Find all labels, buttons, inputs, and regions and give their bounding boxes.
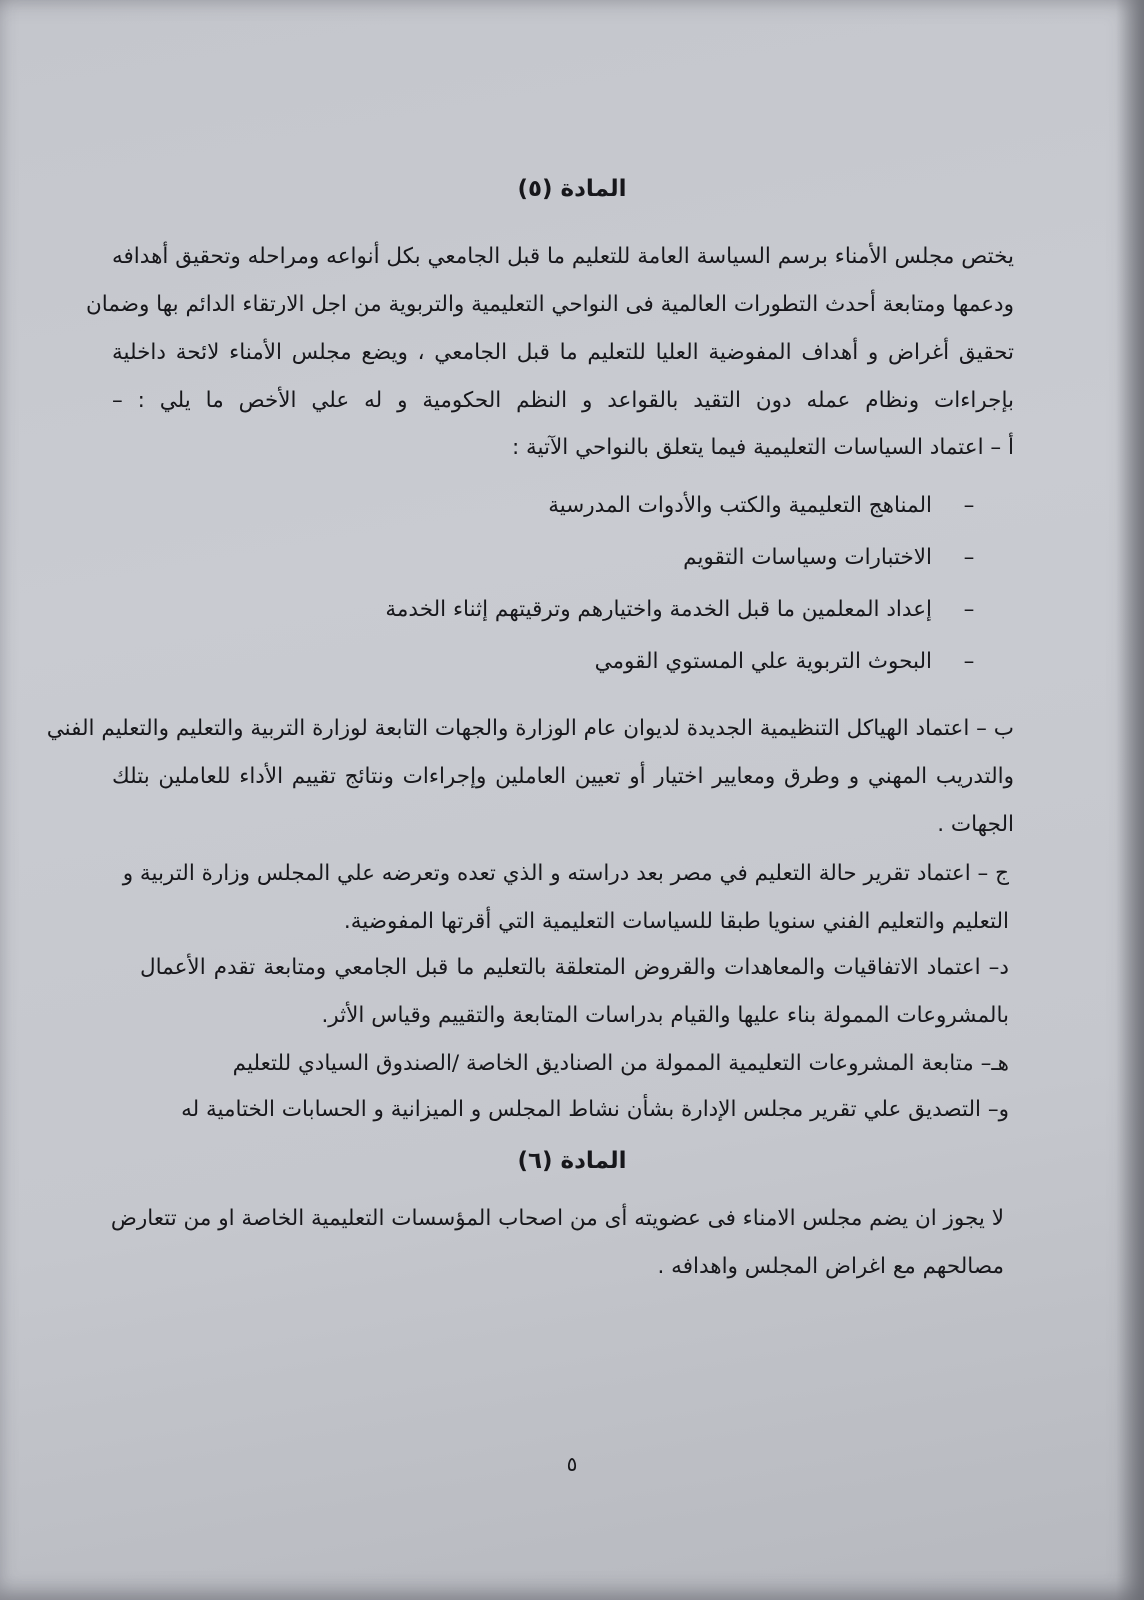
list-item: [385, 532, 984, 584]
item-j: [122, 850, 1009, 946]
item-a: أ – اعتماد السياسات التعليمية فيما يتعلق بالنواحي الآتية :: [511, 435, 1014, 460]
text-line: لا يجوز ان يضم مجلس الامناء فى عضويته أى من اصحاب المؤسسات التعليمية الخاصة او من تتعارض: [110, 1206, 1004, 1231]
page-number: ٥: [566, 1452, 578, 1476]
dash-bullet: –: [963, 545, 975, 570]
text-line: ودعمها ومتابعة أحدث التطورات العالمية فى النواحي التعليمية والتربوية من اجل الارتقاء الدائم بها وضمان: [85, 292, 1014, 317]
list-item-text: المناهج التعليمية والكتب والأدوات المدرسية: [548, 493, 932, 518]
text-line: والتدريب المهني و وطرق ومعايير اختيار أو تعيين العاملين وإجراءات ونتائج تقييم الأداء للعاملين بتلك: [112, 764, 1014, 789]
list-item: [385, 636, 984, 688]
text-line: التعليم والتعليم الفني سنويا طبقا للسياسات التعليمية التي أقرتها المفوضية.: [343, 909, 1009, 934]
list-item-text: إعداد المعلمين ما قبل الخدمة واختيارهم وترقيتهم إثناء الخدمة: [385, 597, 932, 622]
article-6-heading: المادة (٦): [517, 1148, 627, 1174]
text-line: بإجراءات ونظام عمله دون التقيد بالقواعد و النظم الحكومية و له علي الأخص ما يلي : –: [112, 388, 1014, 413]
article-5-intro: [85, 233, 1014, 425]
list-item-text: الاختبارات وسياسات التقويم: [683, 545, 932, 570]
text-line: بالمشروعات الممولة بناء عليها والقيام بدراسات المتابعة والتقييم وقياس الأثر.: [321, 1003, 1009, 1028]
dash-bullet: –: [963, 597, 975, 622]
text-line: يختص مجلس الأمناء برسم السياسة العامة للتعليم ما قبل الجامعي بكل أنواعه ومراحله وتحقيق أهدافه: [112, 244, 1014, 269]
item-d: [140, 944, 1009, 1040]
text-line: ج – اعتماد تقرير حالة التعليم في مصر بعد دراسته و الذي تعده وتعرضه علي المجلس وزارة التربية و: [122, 861, 1009, 886]
list-item-text: البحوث التربوية علي المستوي القومي: [594, 649, 932, 674]
article-6-body: [112, 1195, 1004, 1291]
list-item: [385, 584, 984, 636]
dash-bullet: –: [963, 649, 975, 674]
item-b: [46, 705, 1014, 849]
text-line: مصالحهم مع اغراض المجلس واهدافه .: [657, 1254, 1004, 1279]
item-h: [112, 1040, 1009, 1088]
item-w: [112, 1086, 1009, 1134]
text-line: الجهات .: [937, 812, 1014, 837]
text-line: ب – اعتماد الهياكل التنظيمية الجديدة لديوان عام الوزارة والجهات التابعة لوزارة التربية والتعليم والتعليم الفني: [46, 716, 1014, 741]
dash-bullet: –: [963, 493, 975, 518]
article-5-heading: المادة (٥): [517, 176, 627, 202]
text-line: د– اعتماد الاتفاقيات والمعاهدات والقروض المتعلقة بالتعليم ما قبل الجامعي ومتابعة تقدم الأعمال: [140, 955, 1009, 980]
text-line: تحقيق أغراض و أهداف المفوضية العليا للتعليم ما قبل الجامعي ، ويضع مجلس الأمناء لائحة داخلية: [112, 340, 1014, 365]
text-line: هـ– متابعة المشروعات التعليمية الممولة من الصناديق الخاصة /الصندوق السيادي للتعليم: [232, 1051, 1009, 1076]
text-line: و– التصديق علي تقرير مجلس الإدارة بشأن نشاط المجلس و الميزانية و الحسابات الختامية له: [181, 1097, 1009, 1122]
list-item: [385, 480, 984, 532]
policy-areas-list: [385, 480, 984, 688]
